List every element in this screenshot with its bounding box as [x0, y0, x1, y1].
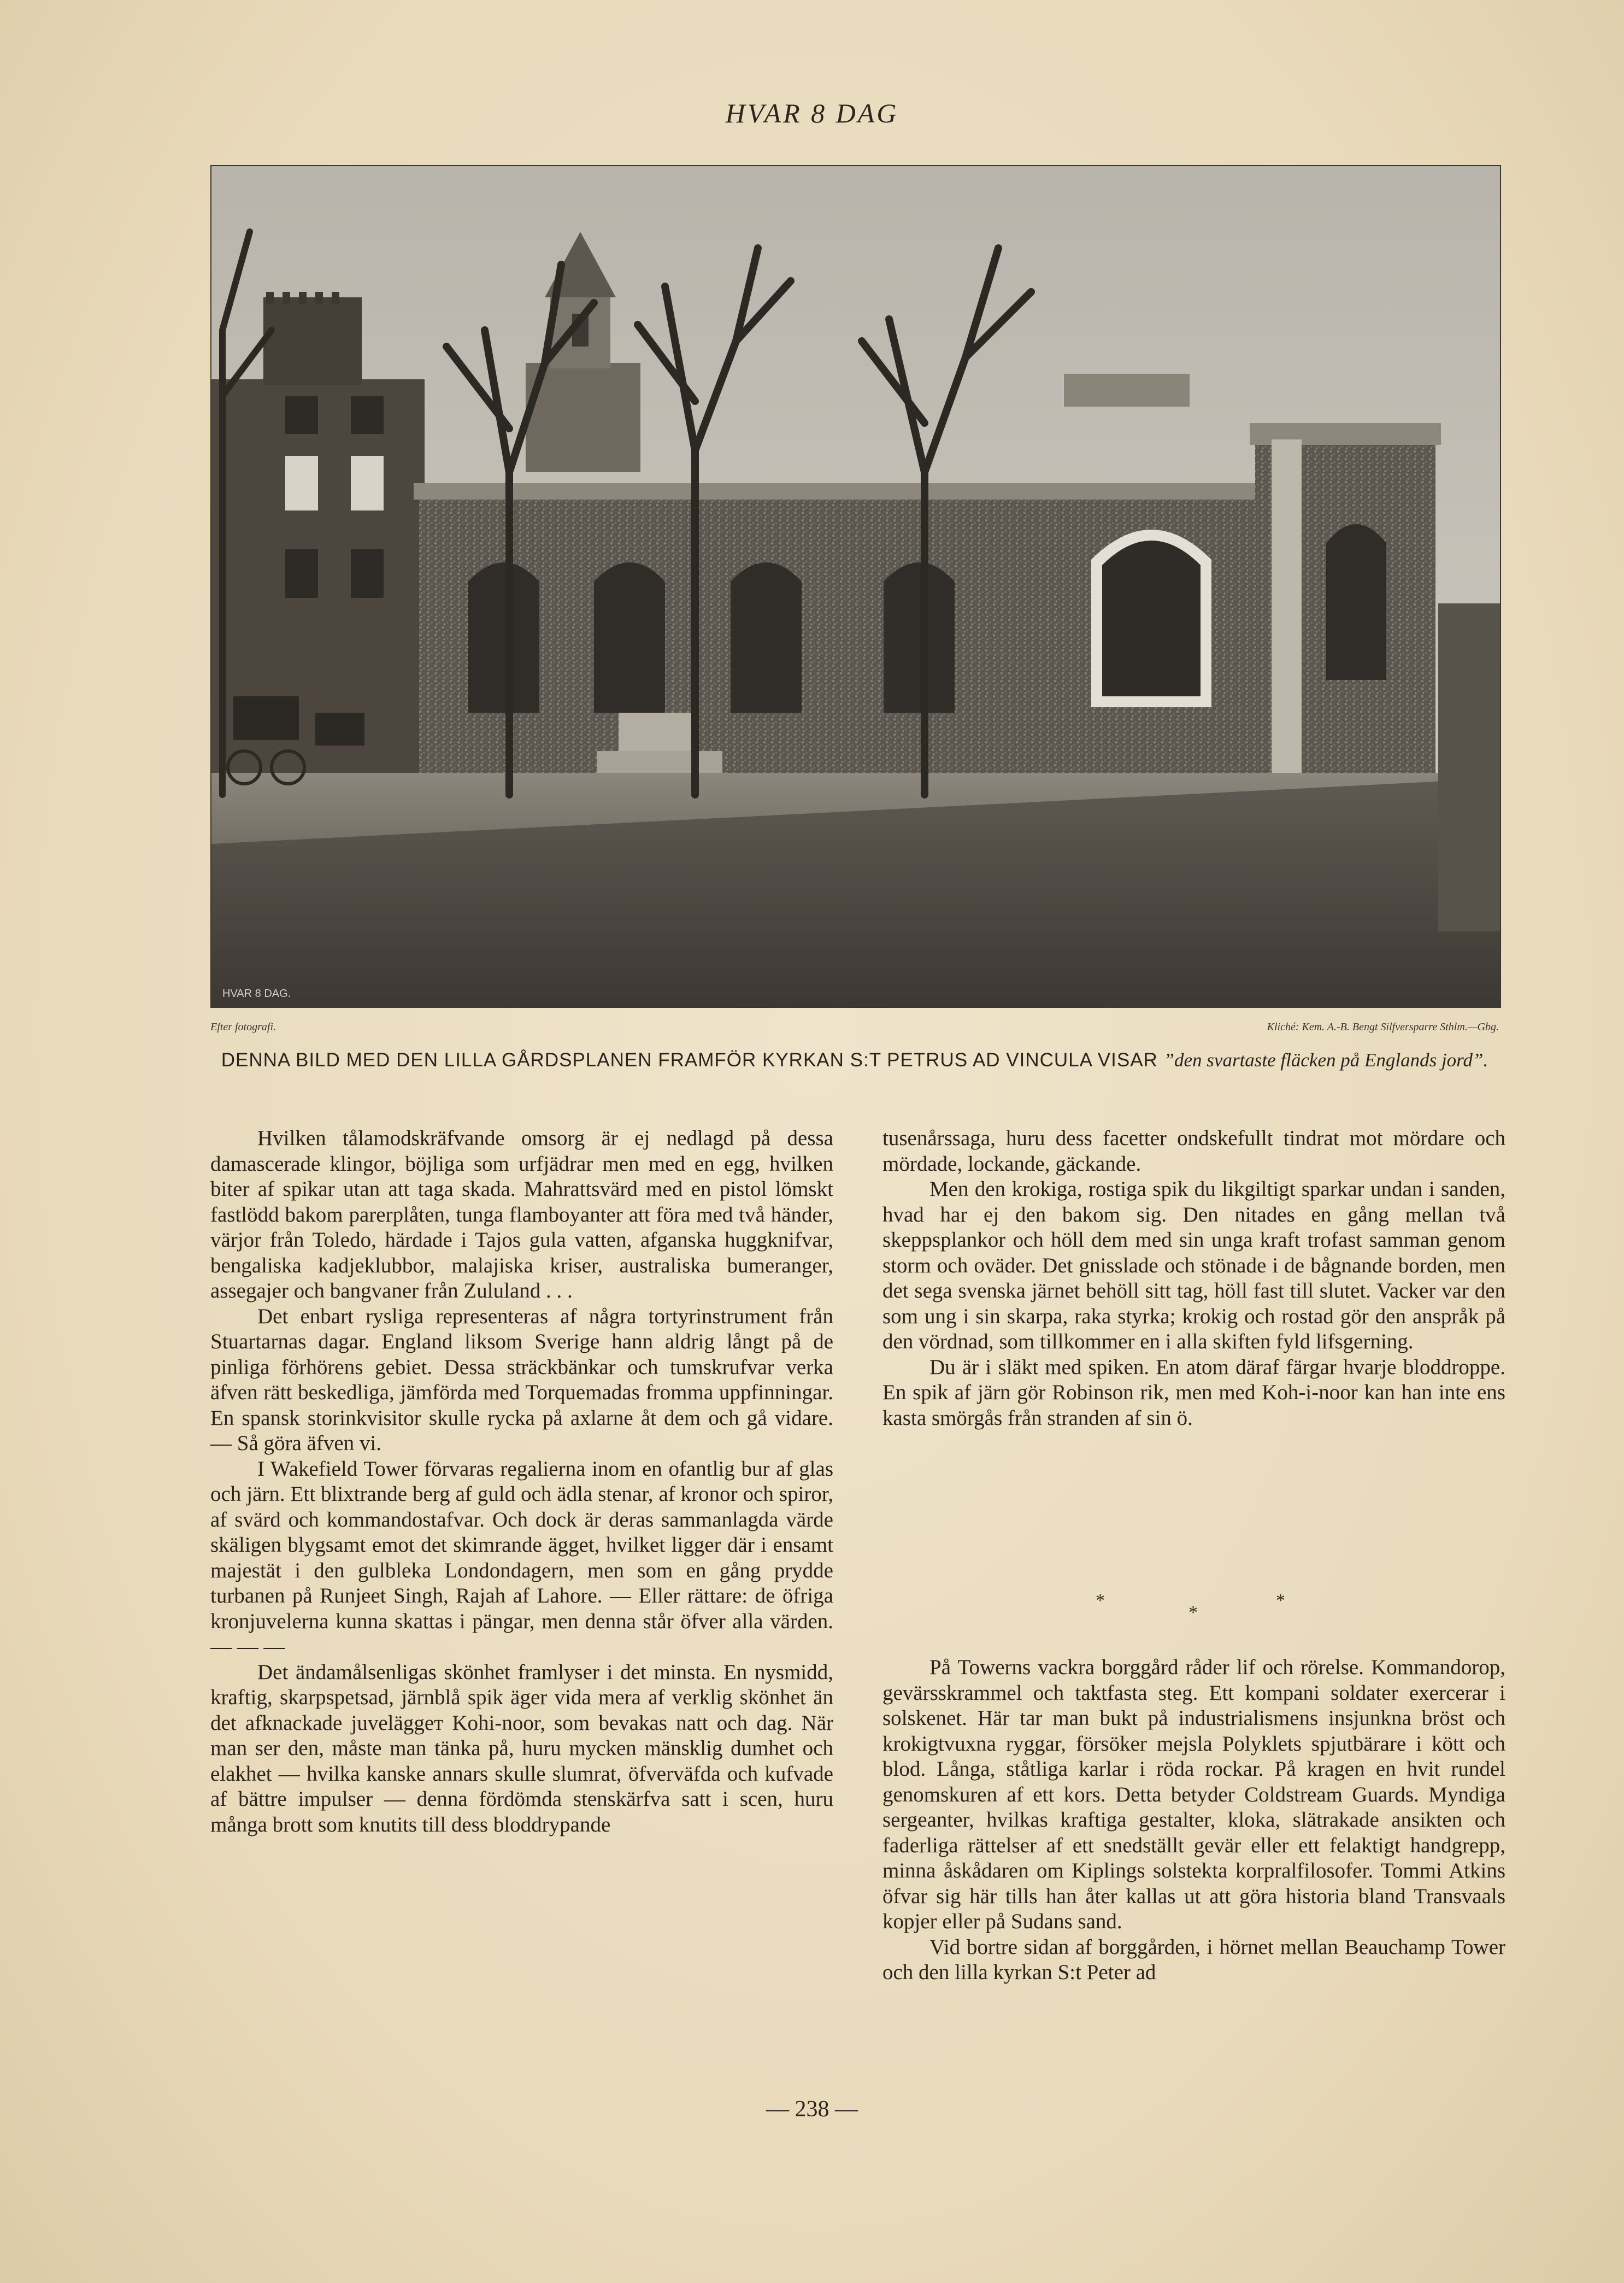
photo-caption — [210, 1047, 1499, 1073]
chapel-photograph — [210, 165, 1501, 1008]
paragraph: I Wakefield Tower förvaras regalierna inom en ofantlig bur af glas och järn. Ett blixtrande berg af guld och ädla stenar, af kronor och spiror, af svärd och kommandostafvar. Och dock är deras sammanlagda värde skäligen blygsamt emot det skimrande ägget, hvilket ligger där i ensamt majestät i den gulbleka Londondagern, men som en gång prydde turbanen på Runjeet Singh, Rajah af Lahore. — Eller rättare: de öfriga kronjuvelerna kunna skattas i pängar, men denna står öfver alla värden. — — — — [210, 1457, 833, 1658]
chapel-photo-illustration — [211, 166, 1500, 1007]
page-number: — 238 — — [766, 2097, 858, 2122]
paragraph: På Towerns vackra borggård råder lif och rörelse. Kommandorop, gevärsskrammel och taktfasta steg. Ett kompani soldater exercerar i solskenet. Här tar man bukt på industrialismens insjunkna bröst och krokigtvuxna ryggar, försöker mejsla Polyklets spjutbärare i kött och blod. Långa, ståtliga karlar i röda rockar. På kragen en hvit rundel genomskuren af ett kors. Detta betyder Coldstream Guards. Myndiga sergeanter, hvilkas kraftiga gestalter, kloka, slätrakade ansikten och faderliga rättelser af ett snedställt gevär eller ett felaktigt handgrepp, minna åskådaren om Kiplings solstekta korpralfilosofer. Tommi Atkins öfvar sig här tills han åter kallas ut att göra historia bland Transvaals kopjer eller på Sudans sand. — [882, 1656, 1505, 1933]
paragraph: Du är i släkt med spiken. En atom däraf färgar hvarje bloddroppe. En spik af järn gör Robinson rik, men med Koh-i-noor kan han inte ens kasta smörgås från stranden af sin ö. — [882, 1355, 1505, 1430]
photo-credit-right: Kliché: Kem. A.-B. Bengt Silfversparre Sthlm.—Gbg. — [1267, 1021, 1499, 1033]
caption-plain: DENNA BILD MED DEN LILLA GÅRDSPLANEN FRAMFÖR KYRKAN S:T PETRUS AD VINCULA VISAR — [221, 1049, 1164, 1071]
paragraph: Hvilken tålamodskräfvande omsorg är ej nedlagd på dessa damascerade klingor, böjliga som urfjädrar men med en egg, hvilken biter af spikar utan att taga skada. Mahrattsvärd med en pistol lömskt fastlödd bakom parerplåten, tunga flamboyanter att föra med två händer, värjor från Toledo, härdade i Tajos gula vatten, afganska huggknifvar, bengaliska kadjeklubbor, malajiska kriser, australiska bumeranger, assegajer och bangvaner från Zululand . . . — [210, 1126, 833, 1302]
asterism-star: * — [1276, 1591, 1285, 1611]
asterism-star: * — [1188, 1603, 1198, 1623]
running-head: HVAR 8 DAG — [725, 98, 899, 128]
caption-italic: ”den svartaste fläcken på Englands jord”. — [1163, 1049, 1488, 1071]
paragraph: tusenårssaga, huru dess facetter ondskefullt tindrat mot mördare och mördade, lockande, gäckande. — [882, 1126, 1505, 1176]
photo-credit-left: Efter fotografi. — [210, 1021, 276, 1033]
right-column-lower — [882, 1655, 1505, 1986]
photo-watermark: HVAR 8 DAG. — [222, 988, 291, 1000]
paragraph: Vid bortre sidan af borggården, i hörnet mellan Beauchamp Tower och den lilla kyrkan S:t Peter ad — [882, 1935, 1505, 1984]
paragraph: Det enbart rysliga representeras af några tortyrinstrument från Stuartarnas dagar. England liksom Sverige hann aldrig långt på de pinliga förhörens gebiet. Dessa sträckbänkar och tumskrufvar verka äfven rätt beskedliga, jämförda med Torquemadas fromma uppfinningar. En spansk storinkvisitor skulle rycka på axlarne åt dem och gå vidare. — Så göra äfven vi. — [210, 1304, 833, 1455]
section-break-asterism — [882, 1591, 1505, 1623]
right-column — [882, 1126, 1505, 1431]
left-column — [210, 1126, 833, 1838]
paragraph: Men den krokiga, rostiga spik du likgiltigt sparkar undan i sanden, hvad har ej den bakom sig. Den nitades en gång mellan två skeppsplankor och höll dem med sin unga kraft trofast samman genom storm och oväder. Det gnisslade och stönade i de bågnande borden, men det sega svenska järnet behöll sitt tag, höll fast till slutet. Vacker var den som ung i sin skarpa, raka styrka; krokig och rostad gör den anspråk på den vördnad, som tillkommer en i alla skiften fyld lifsgerning. — [882, 1177, 1505, 1353]
paragraph: Det ändamålsenligas skönhet framlyser i det minsta. En nysmidd, kraftig, skarpspetsad, järnblå spik äger vida mera af verklig skönhet än det afknackade juveläggет Kohi-noor, som bevakas natt och dag. När man ser den, måste man tänka på, huru mycken mänsklig dumhet och elakhet — hvilka kanske annars skulle slumrat, öfverväfda och kufvade af bättre impulser — denna fördömda stenskärfva satt i scen, huru många brott som knutits till dess bloddrypande — [210, 1660, 833, 1836]
asterism-star: * — [1096, 1591, 1105, 1611]
